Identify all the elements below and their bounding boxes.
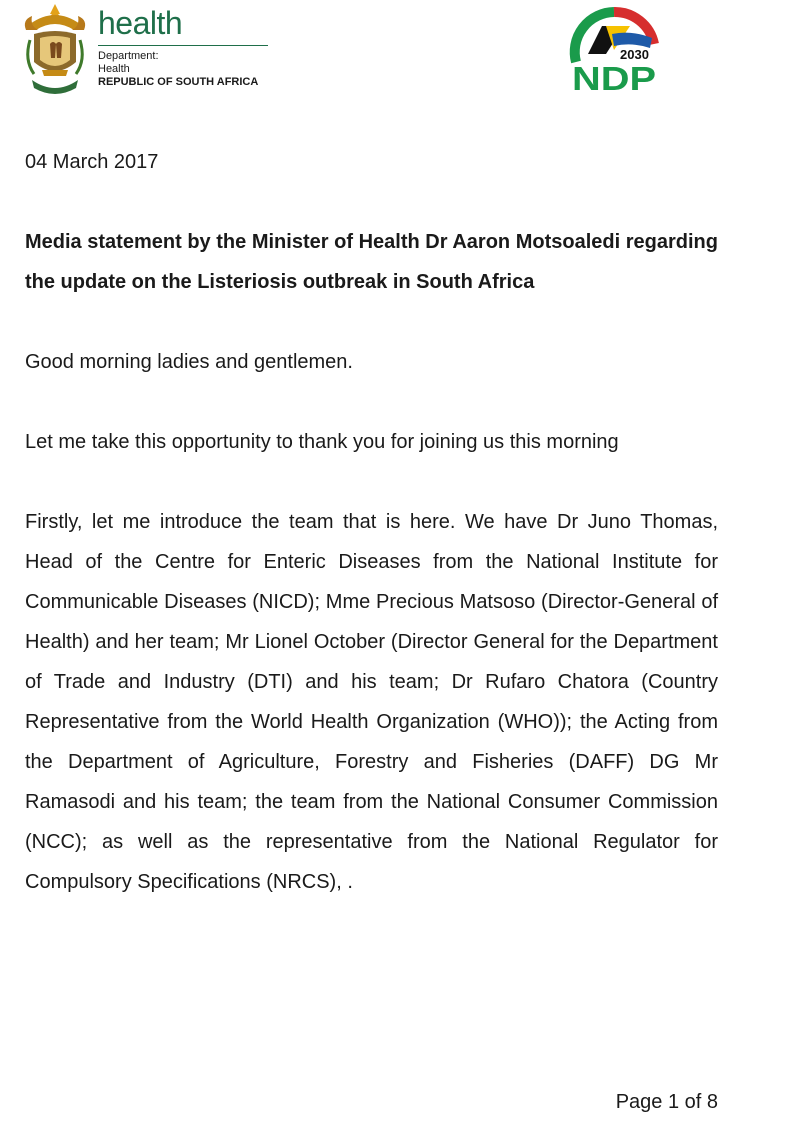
department-name: Health [98,63,130,75]
department-divider [98,45,268,46]
letterhead [0,0,800,110]
country-name: REPUBLIC OF SOUTH AFRICA [98,76,259,88]
ndp-logo-year: 2030 [620,47,649,62]
department-identity [98,6,273,89]
department-label: Department: [98,50,159,62]
document-date: 04 March 2017 [25,151,159,173]
department-wordmark: health [98,5,183,41]
coat-of-arms-icon [20,0,90,100]
page-number: Page 1 of 8 [615,1091,718,1113]
thanks-paragraph: Let me take this opportunity to thank you for joining us this morning [25,431,619,453]
document-body [25,142,718,902]
team-introduction-paragraph: Firstly, let me introduce the team that is here. We have Dr Juno Thomas, Head of the Centre for Enteric Diseases from the National Institute for Communicable Diseases (NICD); Mme Precious Matsoso (Director-General of Health) and her team; Mr Lionel October (Director General for the Department of Trade and Industry (DTI) and his team; Dr Rufaro Chatora (Country Representative from the World Health Organization (WHO)); the Acting from the Department of Agriculture, Forestry and Fisheries (DAFF) DG Mr Ramasodi and his team; the team from the National Consumer Commission (NCC); as well as the representative from the National Regulator for Compulsory Specifications (NRCS), . [25,511,718,893]
greeting-paragraph: Good morning ladies and gentlemen. [25,351,353,373]
ndp-logo-text: NDP [572,60,656,96]
document-title: Media statement by the Minister of Health Dr Aaron Motsoaledi regarding the update on the Listeriosis outbreak in South Africa [25,231,718,293]
ndp-2030-logo-icon [566,4,662,96]
